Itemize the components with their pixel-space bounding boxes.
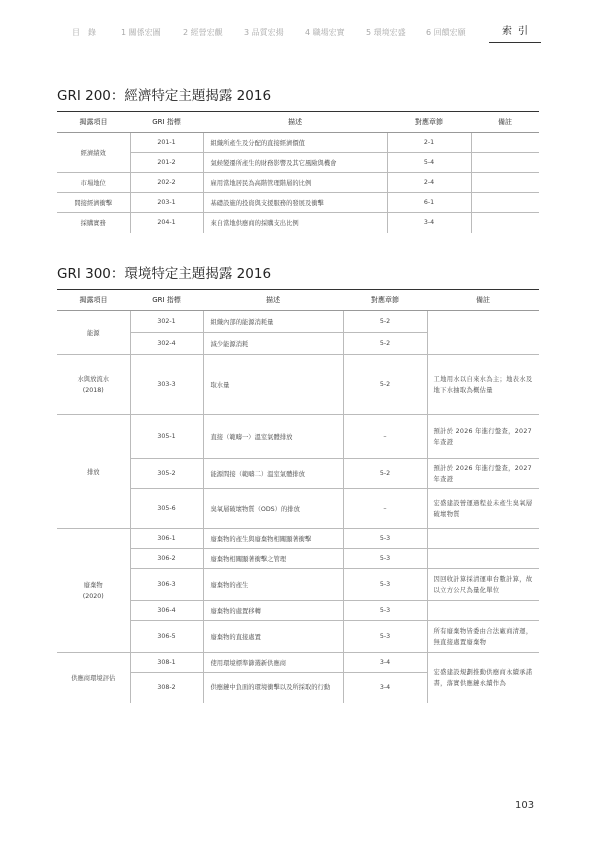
topic-cell: 間接經濟衝擊 xyxy=(57,193,130,213)
header-description: 描述 xyxy=(203,112,387,133)
topic-cell: 能源 xyxy=(57,311,130,355)
header-description: 描述 xyxy=(203,290,343,311)
code-cell: 204-1 xyxy=(130,213,203,233)
topic-cell: 經濟績效 xyxy=(57,133,130,173)
code-cell: 308-1 xyxy=(130,653,203,673)
code-cell: 305-6 xyxy=(130,489,203,529)
code-cell: 302-4 xyxy=(130,333,203,355)
table-row xyxy=(57,173,539,193)
table-row xyxy=(57,653,539,673)
chapter-cell: 5-2 xyxy=(343,459,427,489)
chapter-cell: 2-4 xyxy=(387,173,471,193)
note-cell xyxy=(427,601,539,621)
chapter-cell: 5-2 xyxy=(343,311,427,333)
note-cell: 預計於 2026 年進行盤查，2027 年查證 xyxy=(427,415,539,459)
header-code: GRI 指標 xyxy=(130,290,203,311)
code-cell: 306-2 xyxy=(130,549,203,569)
description-cell: 組織內部的能源消耗量 xyxy=(203,311,343,333)
chapter-cell: – xyxy=(343,489,427,529)
code-cell: 201-2 xyxy=(130,153,203,173)
description-cell: 來自當地供應商的採購支出比例 xyxy=(203,213,387,233)
description-cell: 臭氧層破壞物質（ODS）的排放 xyxy=(203,489,343,529)
header-note: 備註 xyxy=(427,290,539,311)
note-cell xyxy=(471,133,539,153)
code-cell: 203-1 xyxy=(130,193,203,213)
code-cell: 306-3 xyxy=(130,569,203,601)
topic-cell: 市場地位 xyxy=(57,173,130,193)
note-cell: 預計於 2026 年進行盤查，2027 年查證 xyxy=(427,459,539,489)
note-cell xyxy=(471,213,539,233)
description-cell: 直接（範疇一）溫室氣體排放 xyxy=(203,415,343,459)
nav-item-chapter-2[interactable]: 2 經營宏觀 xyxy=(183,28,223,37)
gri300-table xyxy=(57,290,539,703)
code-cell: 305-1 xyxy=(130,415,203,459)
gri200-table xyxy=(57,112,539,233)
note-cell xyxy=(427,529,539,549)
note-cell xyxy=(471,193,539,213)
nav-active-underline xyxy=(489,42,541,43)
header-topic: 揭露項目 xyxy=(57,290,130,311)
code-cell: 302-1 xyxy=(130,311,203,333)
table-header-row xyxy=(57,112,539,133)
header-topic: 揭露項目 xyxy=(57,112,130,133)
chapter-cell: 5-3 xyxy=(343,601,427,621)
note-cell xyxy=(427,549,539,569)
description-cell: 廢棄物的直接處置 xyxy=(203,621,343,653)
description-cell: 氣候變遷所產生的財務影響及其它風險與機會 xyxy=(203,153,387,173)
code-cell: 305-2 xyxy=(130,459,203,489)
table-row xyxy=(57,529,539,549)
topic-cell: 採購實務 xyxy=(57,213,130,233)
header-chapter: 對應章節 xyxy=(343,290,427,311)
topic-cell: 水與放流水 (2018) xyxy=(57,355,130,415)
table-row xyxy=(57,355,539,415)
chapter-cell: 5-3 xyxy=(343,621,427,653)
table-header-row xyxy=(57,290,539,311)
code-cell: 306-4 xyxy=(130,601,203,621)
code-cell: 308-2 xyxy=(130,673,203,703)
table-row xyxy=(57,213,539,233)
description-cell: 使用環境標準篩選新供應商 xyxy=(203,653,343,673)
chapter-cell: 5-4 xyxy=(387,153,471,173)
table-row xyxy=(57,549,539,569)
nav-item-chapter-4[interactable]: 4 職場宏實 xyxy=(305,28,345,37)
table-row xyxy=(57,133,539,153)
note-cell xyxy=(471,153,539,173)
note-cell xyxy=(471,173,539,193)
topic-cell: 排放 xyxy=(57,415,130,529)
description-cell: 組織所產生及分配的直接經濟價值 xyxy=(203,133,387,153)
code-cell: 201-1 xyxy=(130,133,203,153)
description-cell: 廢棄物相關顯著衝擊之管理 xyxy=(203,549,343,569)
chapter-cell: 2-1 xyxy=(387,133,471,153)
top-navigation xyxy=(0,0,595,46)
note-cell: 工地用水以自來水為主；地表水及地下水抽取為概估量 xyxy=(427,355,539,415)
description-cell: 取水量 xyxy=(203,355,343,415)
nav-item-index-active[interactable]: 索引 xyxy=(502,26,534,37)
code-cell: 202-2 xyxy=(130,173,203,193)
nav-item-chapter-6[interactable]: 6 回饋宏願 xyxy=(426,28,466,37)
table-row xyxy=(57,489,539,529)
chapter-cell: 6-1 xyxy=(387,193,471,213)
chapter-cell: 3-4 xyxy=(343,653,427,673)
code-cell: 303-3 xyxy=(130,355,203,415)
table-row xyxy=(57,601,539,621)
chapter-cell: – xyxy=(343,415,427,459)
note-cell xyxy=(427,311,539,355)
chapter-cell: 5-2 xyxy=(343,355,427,415)
description-cell: 廢棄物的產生與廢棄物相關顯著衝擊 xyxy=(203,529,343,549)
chapter-cell: 3-4 xyxy=(387,213,471,233)
description-cell: 廢棄物的處置移轉 xyxy=(203,601,343,621)
table-row xyxy=(57,311,539,333)
note-cell: 因回收計算採清運車台數計算，故以立方公尺為量化單位 xyxy=(427,569,539,601)
table-row xyxy=(57,415,539,459)
chapter-cell: 5-3 xyxy=(343,529,427,549)
description-cell: 廢棄物的產生 xyxy=(203,569,343,601)
table-row xyxy=(57,459,539,489)
nav-item-chapter-1[interactable]: 1 關係宏圖 xyxy=(121,28,161,37)
nav-item-chapter-3[interactable]: 3 品質宏揚 xyxy=(244,28,284,37)
nav-item-chapter-5[interactable]: 5 環境宏盛 xyxy=(366,28,406,37)
table-row xyxy=(57,569,539,601)
chapter-cell: 5-2 xyxy=(343,333,427,355)
page-number: 103 xyxy=(515,800,535,811)
gri200-title: GRI 200：經濟特定主題揭露 2016 xyxy=(57,88,272,104)
description-cell: 供應鏈中負面的環境衝擊以及所採取的行動 xyxy=(203,673,343,703)
topic-cell: 廢棄物 (2020) xyxy=(57,529,130,653)
description-cell: 減少能源消耗 xyxy=(203,333,343,355)
description-cell: 基礎設施的投資與支援服務的發展及衝擊 xyxy=(203,193,387,213)
code-cell: 306-1 xyxy=(130,529,203,549)
chapter-cell: 5-3 xyxy=(343,549,427,569)
header-code: GRI 指標 xyxy=(130,112,203,133)
nav-item-contents[interactable]: 目 錄 xyxy=(72,28,96,37)
header-chapter: 對應章節 xyxy=(387,112,471,133)
topic-cell: 供應商環境評估 xyxy=(57,653,130,703)
chapter-cell: 5-3 xyxy=(343,569,427,601)
description-cell: 雇用當地居民為高階管理階層的比例 xyxy=(203,173,387,193)
table-row xyxy=(57,193,539,213)
gri300-title: GRI 300：環境特定主題揭露 2016 xyxy=(57,266,272,282)
header-note: 備註 xyxy=(471,112,539,133)
note-cell: 宏盛建設規劃推動供應商永續承諾書，落實供應鏈永續作為 xyxy=(433,668,533,687)
code-cell: 306-5 xyxy=(130,621,203,653)
description-cell: 能源間接（範疇二）溫室氣體排放 xyxy=(203,459,343,489)
table-row xyxy=(57,153,539,173)
note-cell: 宏盛建設營運過程並未產生臭氧層破壞物質 xyxy=(427,489,539,529)
note-cell: 所有廢棄物皆委由合法廠商清運，無直接處置廢棄物 xyxy=(427,621,539,653)
chapter-cell: 3-4 xyxy=(343,673,427,703)
table-row xyxy=(57,621,539,653)
